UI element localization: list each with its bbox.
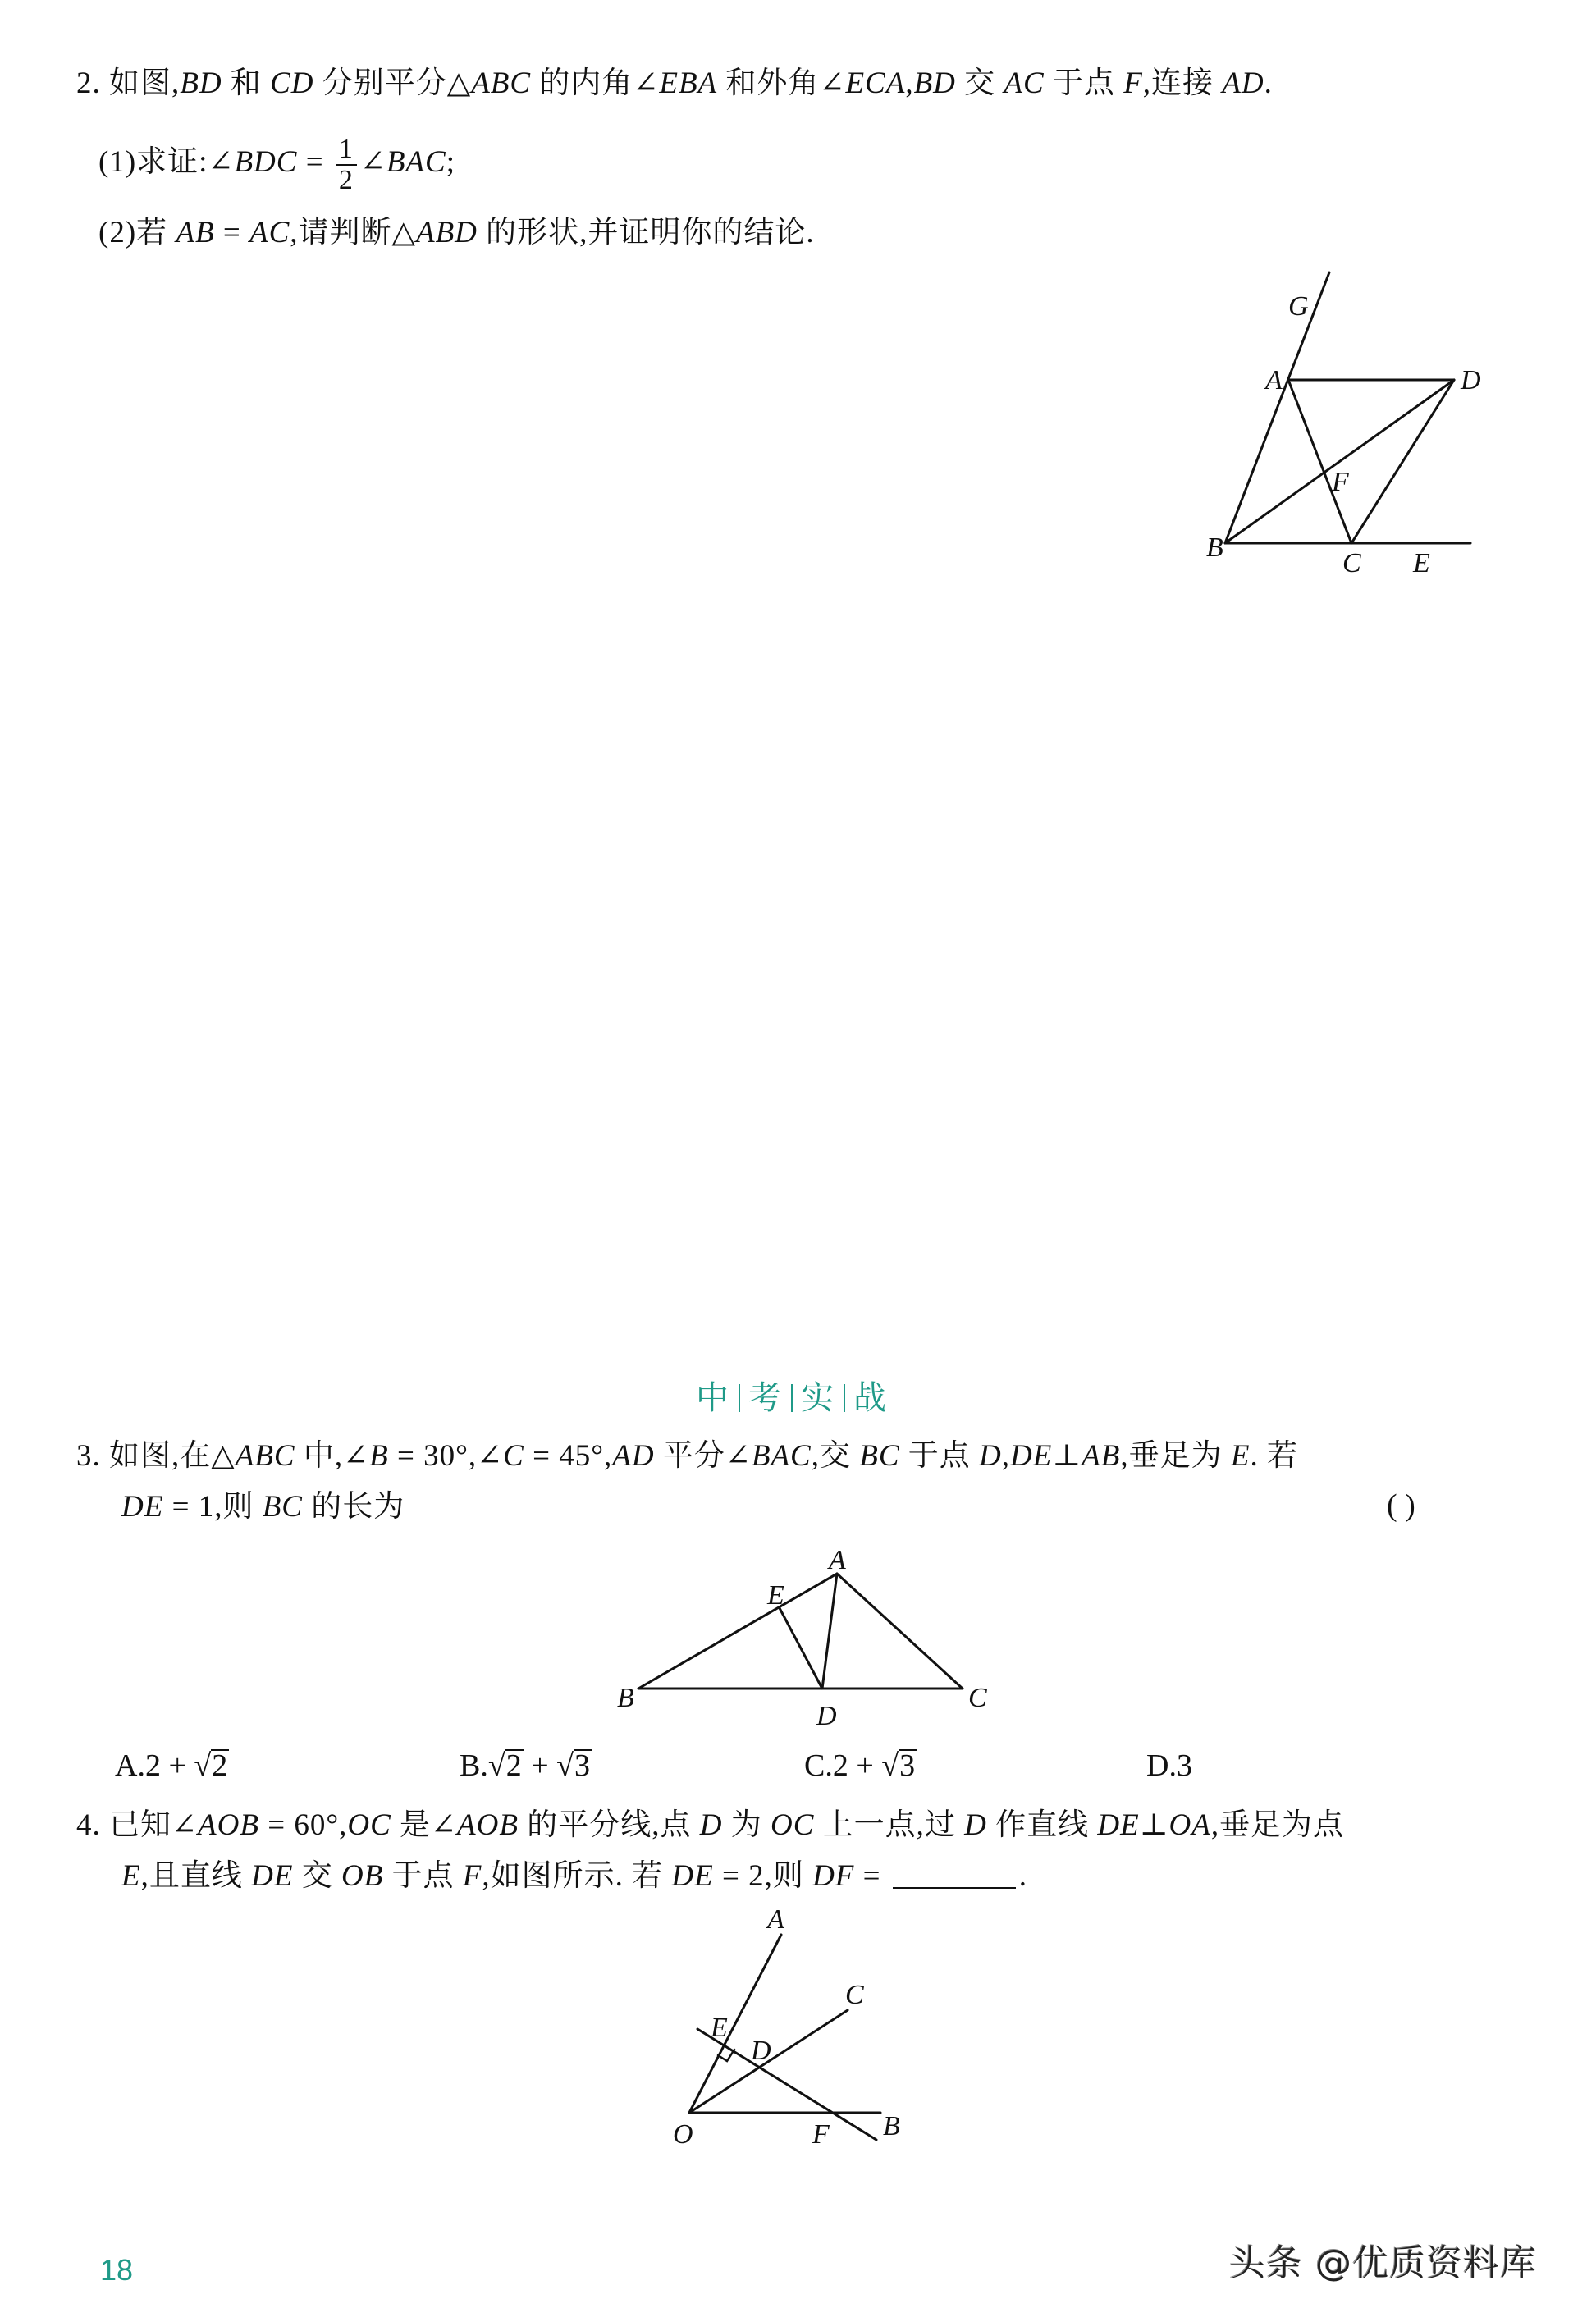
option-label: C. (804, 1748, 833, 1783)
q4-text: ,如图所示. 若 (482, 1859, 672, 1893)
option-label: B. (460, 1748, 488, 1783)
q2-part1-label: (1)求证:∠ (98, 145, 235, 179)
equals-sign: = (214, 216, 249, 249)
q2-var: AC (1004, 66, 1045, 100)
q3-var: BAC (751, 1439, 812, 1473)
q4-var: E (121, 1859, 141, 1893)
q3-text: ,交 (811, 1439, 860, 1473)
q2-var: BD (180, 66, 222, 100)
q2-text: 交 (955, 66, 1004, 100)
q4-text: 是∠ (391, 1808, 458, 1842)
q3-var: E (1230, 1439, 1251, 1473)
q2-var: F (1123, 66, 1143, 100)
q3-number: 3. (76, 1439, 101, 1473)
q4-var: D (699, 1808, 723, 1842)
q3-var: BC (859, 1439, 900, 1473)
q4-text: 于点 (383, 1859, 463, 1893)
heading-char: 战 (853, 1379, 888, 1416)
q2-var: ABD (415, 216, 478, 249)
radicand: 3 (574, 1748, 591, 1783)
q2-text: 如图, (109, 66, 181, 100)
q4-var: F (462, 1859, 482, 1893)
option-label: A. (115, 1748, 145, 1783)
q4-text: = 2,则 (713, 1859, 813, 1893)
label-A: A (1265, 365, 1283, 395)
label-A: A (767, 1904, 784, 1935)
q4-text: = (854, 1859, 889, 1893)
label-B: B (883, 2111, 900, 2141)
q2-text: 的形状,并证明你的结论. (477, 216, 815, 249)
label-E: E (1413, 548, 1430, 578)
heading-char: 考 (748, 1379, 783, 1416)
q4-var: DF (812, 1859, 855, 1893)
q3-text: 于点 (899, 1439, 980, 1473)
q4-text: 的平分线,点 (518, 1808, 700, 1842)
q3-var: AD (612, 1439, 655, 1473)
sqrt-symbol: √2 (487, 1748, 522, 1783)
q2-var: EBA (659, 66, 718, 100)
sqrt-symbol: √3 (881, 1748, 916, 1783)
option-label: D. (1146, 1748, 1177, 1783)
fraction-denominator: 2 (338, 164, 354, 195)
q2-text: ,请判断△ (290, 216, 416, 249)
q2-var: AC (249, 216, 290, 249)
q4-text: 上一点,过 (814, 1808, 965, 1842)
q4-var: DE (671, 1859, 714, 1893)
option-text: 2 + (144, 1748, 194, 1783)
q3-text: ,垂足为 (1120, 1439, 1231, 1473)
q4-number: 4. (76, 1808, 101, 1842)
q2-part1-lhs: BDC (234, 145, 298, 179)
q3-text: . 若 (1250, 1439, 1298, 1473)
q2-text: . (1264, 66, 1273, 100)
q3-text: = 1,则 (163, 1490, 263, 1524)
equals-sign: = (297, 145, 332, 179)
q2-var: ABC (471, 66, 532, 100)
q2-text: ,连接 (1142, 66, 1223, 100)
option-text: 3 (1176, 1748, 1192, 1783)
q4-var: OC (347, 1808, 391, 1842)
q2-text: 的内角∠ (531, 66, 660, 100)
q4-var: AOB (457, 1808, 519, 1842)
label-D: D (816, 1701, 837, 1731)
option-text: + (523, 1748, 557, 1783)
q4-text: 交 (293, 1859, 341, 1893)
q4-text: 为 (722, 1808, 771, 1842)
q2-number: 2. (76, 66, 101, 100)
label-A: A (829, 1545, 846, 1575)
q3-var: AB (1082, 1439, 1121, 1473)
q4-text: = 60°, (258, 1808, 348, 1842)
q4-text: ⊥ (1139, 1808, 1169, 1842)
q4-var: OA (1168, 1808, 1211, 1842)
q4-text: 作直线 (986, 1808, 1098, 1842)
q3-text: 平分∠ (654, 1439, 752, 1473)
q3-text: 中,∠ (295, 1439, 370, 1473)
q3-var: C (503, 1439, 524, 1473)
q2-var: BD (913, 66, 956, 100)
q2-part2-label: (2)若 (98, 216, 176, 249)
q4-text: ,垂足为点 (1210, 1808, 1345, 1842)
label-C: C (968, 1683, 987, 1713)
q4-var: DE (251, 1859, 294, 1893)
q4-var: OC (770, 1808, 815, 1842)
page-number: 18 (100, 2253, 134, 2287)
line-DE-extended (697, 2029, 876, 2140)
label-D: D (751, 2036, 771, 2066)
ray-OA (689, 1935, 781, 2113)
q2-var: CD (270, 66, 314, 100)
label-F: F (812, 2119, 830, 2150)
q2-var: AD (1222, 66, 1264, 100)
q4-var: DE (1097, 1808, 1140, 1842)
label-B: B (617, 1683, 634, 1713)
q3-var: B (369, 1439, 389, 1473)
q4-text: 已知∠ (109, 1808, 199, 1842)
watermark: 头条 @优质资料库 (1229, 2242, 1537, 2284)
q4-var: D (964, 1808, 987, 1842)
punctuation: . (1018, 1859, 1028, 1893)
punctuation: ; (446, 145, 455, 179)
radicand: 3 (899, 1748, 916, 1783)
q4-var: AOB (198, 1808, 259, 1842)
q3-text: = 30°,∠ (388, 1439, 504, 1473)
q3-var: DE (121, 1490, 164, 1524)
heading-char: 中 (696, 1379, 730, 1416)
label-O: O (673, 2119, 693, 2150)
label-E: E (767, 1580, 784, 1611)
q3-text: , (1001, 1439, 1011, 1473)
q4-var: OB (341, 1859, 384, 1893)
q2-text: 和 (222, 66, 271, 100)
label-E: E (711, 2013, 728, 2043)
heading-char: 实 (801, 1379, 835, 1416)
q2-text: 和外角∠ (717, 66, 846, 100)
label-F: F (1332, 467, 1349, 497)
label-B: B (1206, 532, 1223, 563)
q2-part1-rhs: BAC (386, 145, 446, 179)
q3-var: BC (262, 1490, 303, 1524)
radicand: 2 (212, 1748, 228, 1783)
q3-var: ABC (235, 1439, 295, 1473)
q3-answer-blank[interactable]: ( ) (1387, 1488, 1415, 1523)
sqrt-symbol: √2 (194, 1748, 228, 1783)
label-G: G (1288, 291, 1309, 322)
q3-text: 的长为 (302, 1490, 405, 1524)
q4-text: ,且直线 (140, 1859, 252, 1893)
q3-text: = 45°, (524, 1439, 613, 1473)
q2-text: , (905, 66, 914, 100)
q2-var: ECA (845, 66, 906, 100)
label-C: C (845, 1980, 864, 2010)
radicand: 2 (505, 1748, 522, 1783)
fraction-numerator: 1 (336, 135, 357, 166)
q3-var: DE (1010, 1439, 1053, 1473)
q3-var: D (979, 1439, 1002, 1473)
sqrt-symbol: √3 (556, 1748, 591, 1783)
option-text: 2 + (832, 1748, 882, 1783)
q2-text: 于点 (1044, 66, 1124, 100)
label-D: D (1461, 365, 1481, 395)
q3-text: ⊥ (1052, 1439, 1082, 1473)
label-C: C (1342, 548, 1361, 578)
q2-text: 分别平分△ (313, 66, 472, 100)
q2-var: AB (176, 216, 215, 249)
angle-symbol: ∠ (359, 145, 386, 179)
q3-text: 如图,在△ (109, 1439, 236, 1473)
